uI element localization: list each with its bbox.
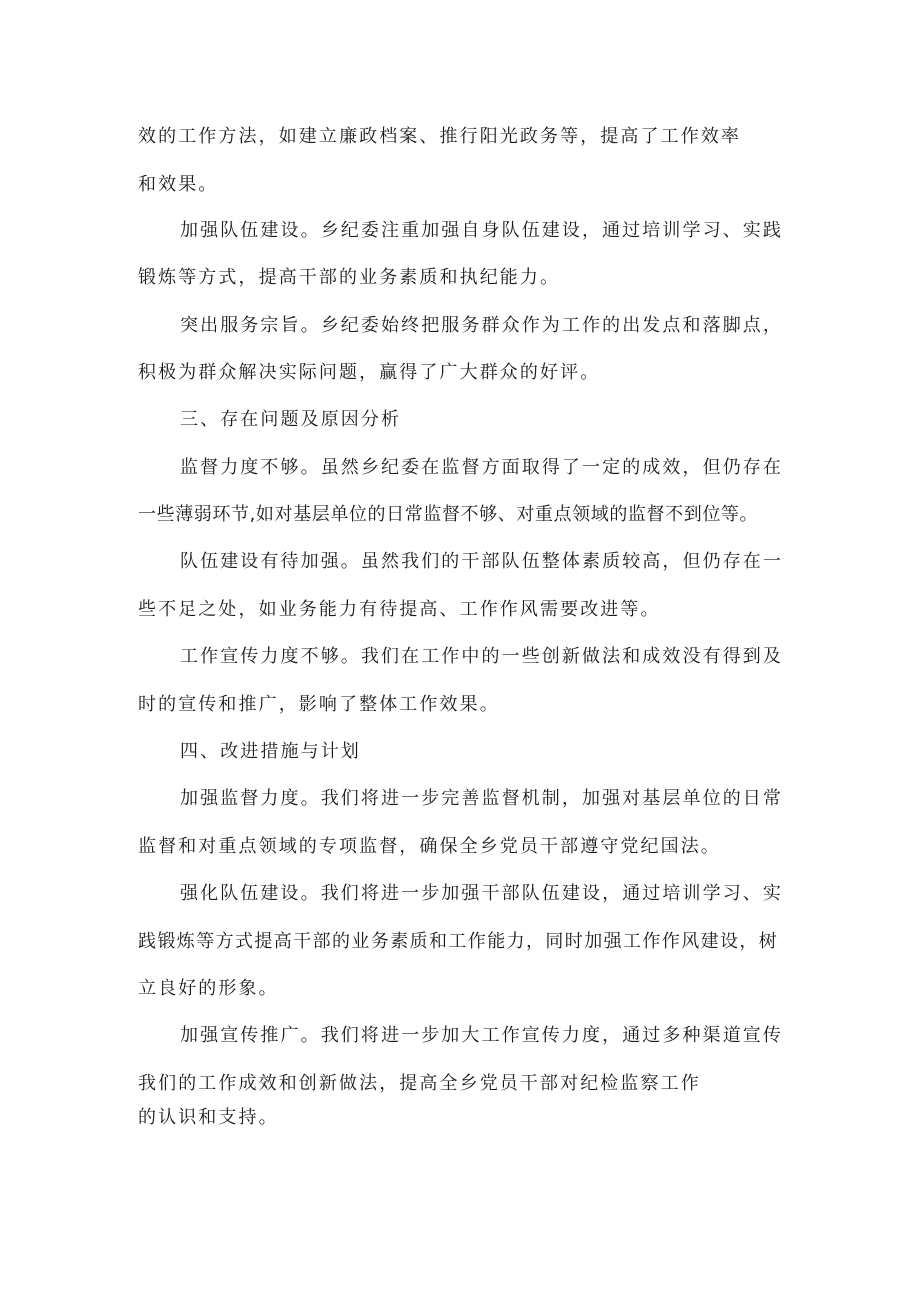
paragraph-line: 监督力度不够。虽然乡纪委在监督方面取得了一定的成效，但仍存在 <box>180 457 783 478</box>
paragraph-line: 监督和对重点领域的专项监督，确保全乡党员干部遵守党纪国法。 <box>138 836 721 857</box>
paragraph-line: 践锻炼等方式提高干部的业务素质和工作能力，同时加强工作作风建设，树 <box>138 931 779 952</box>
paragraph-line: 效的工作方法，如建立廉政档案、推行阳光政务等，提高了工作效率 <box>138 126 741 147</box>
section-heading: 三、存在问题及原因分析 <box>180 409 402 430</box>
paragraph-line: 和效果。 <box>138 174 219 195</box>
section-heading: 四、改进措施与计划 <box>180 741 361 762</box>
paragraph-line: 立良好的形象。 <box>138 978 279 999</box>
paragraph-line: 我们的工作成效和创新做法，提高全乡党员干部对纪检监察工作 <box>138 1073 701 1094</box>
paragraph-line: 积极为群众解决实际问题，赢得了广大群众的好评。 <box>138 362 601 383</box>
paragraph-line: 加强队伍建设。乡纪委注重加强自身队伍建设，通过培训学习、实践 <box>180 220 783 241</box>
paragraph-line: 队伍建设有待加强。虽然我们的干部队伍整体素质较高，但仍存在一 <box>180 551 783 572</box>
paragraph-line: 的认识和支持。 <box>138 1107 279 1128</box>
paragraph-line: 加强宣传推广。我们将进一步加大工作宣传力度，通过多种渠道宣传 <box>180 1025 783 1046</box>
paragraph-line: 突出服务宗旨。乡纪委始终把服务群众作为工作的出发点和落脚点， <box>180 315 783 336</box>
paragraph-line: 锻炼等方式，提高干部的业务素质和执纪能力。 <box>138 267 561 288</box>
paragraph-line: 时的宣传和推广，影响了整体工作效果。 <box>138 694 500 715</box>
paragraph-line: 些不足之处，如业务能力有待提高、工作作风需要改进等。 <box>138 599 661 620</box>
paragraph-line: 强化队伍建设。我们将进一步加强干部队伍建设，通过培训学习、实 <box>180 883 783 904</box>
paragraph-line: 工作宣传力度不够。我们在工作中的一些创新做法和成效没有得到及 <box>180 646 783 667</box>
paragraph-line: 一些薄弱环节,如对基层单位的日常监督不够、对重点领域的监督不到位等。 <box>138 504 759 525</box>
paragraph-line: 加强监督力度。我们将进一步完善监督机制，加强对基层单位的日常 <box>180 788 783 809</box>
